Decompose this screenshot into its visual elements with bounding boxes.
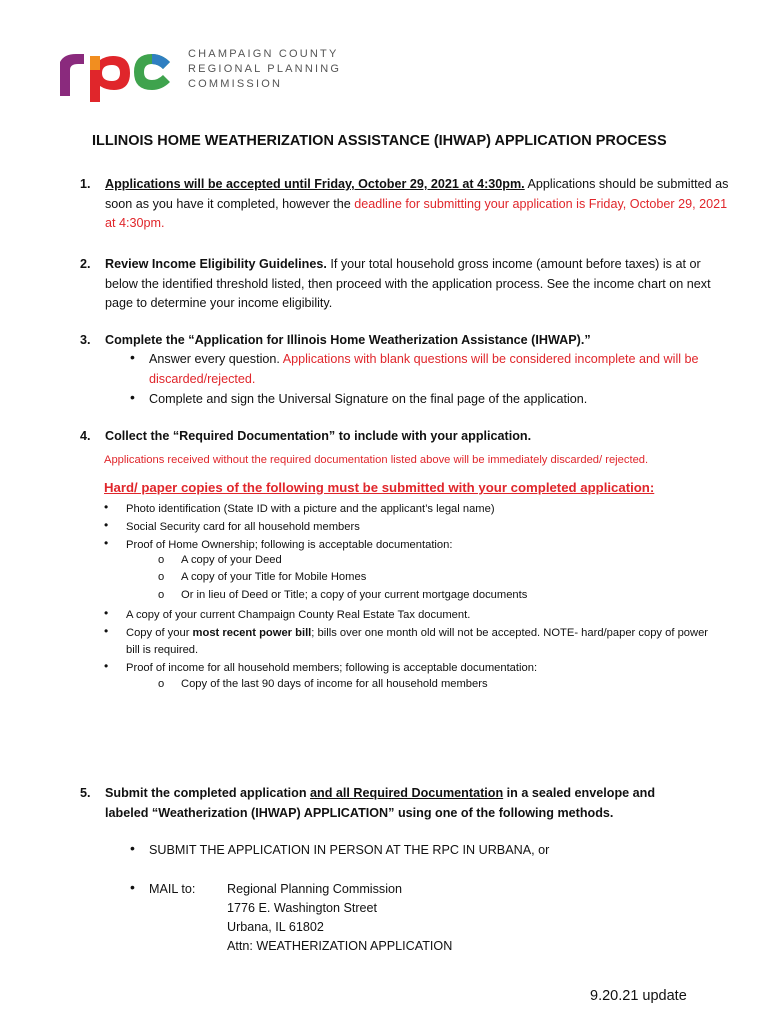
step-number: 4.: [80, 429, 91, 443]
step-4-heading: Collect the “Required Documentation” to include with your application.: [105, 429, 532, 443]
step-3-bullet-2: Complete and sign the Universal Signature on the final page of the application.: [149, 392, 588, 406]
bullet-icon: •: [104, 659, 109, 673]
address-line-3: Urbana, IL 61802: [227, 920, 324, 934]
step-5: [80, 784, 670, 823]
org-line-3: COMMISSION: [188, 78, 283, 90]
address-line-2: 1776 E. Washington Street: [227, 901, 378, 915]
doc-mortgage: Or in lieu of Deed or Title; a copy of your current mortgage documents: [181, 589, 528, 601]
step-1-text: Applications should be submitted as soon as you have it completed, however the: [105, 177, 729, 211]
doc-social-security: Social Security card for all household members: [126, 521, 360, 533]
doc-tax: A copy of your current Champaign County Real Estate Tax document.: [126, 609, 471, 621]
page-title: ILLINOIS HOME WEATHERIZATION ASSISTANCE (IHWAP) APPLICATION PROCESS: [92, 133, 667, 149]
doc-deed: A copy of your Deed: [181, 554, 282, 566]
step-number: 2.: [80, 257, 91, 271]
doc-title: A copy of your Title for Mobile Homes: [181, 571, 367, 583]
sub-bullet-icon: o: [158, 571, 165, 583]
sub-bullet-icon: o: [158, 554, 165, 566]
rpc-logo: [56, 40, 176, 102]
step-1: [80, 175, 730, 234]
step-2: [80, 255, 730, 314]
org-name: [188, 47, 341, 92]
bullet-icon: •: [104, 624, 109, 638]
sub-bullet-icon: o: [158, 589, 165, 601]
step-3-heading: Complete the “Application for Illinois Home Weatherization Assistance (IHWAP).”: [105, 333, 591, 347]
method-in-person: SUBMIT THE APPLICATION IN PERSON AT THE RPC IN URBANA, or: [149, 843, 550, 857]
doc-power-bill-post: ; bills over one month old will not be accepted. NOTE- hard/paper copy of power bill is required.: [126, 627, 709, 656]
doc-power-bill-pre: Copy of your: [126, 627, 193, 639]
bullet-icon: •: [130, 389, 135, 405]
step-5-post: in a sealed envelope and labeled “Weatherization (IHWAP) APPLICATION” using one of the following methods.: [105, 786, 656, 820]
step-number: 1.: [80, 177, 91, 191]
org-line-2: REGIONAL PLANNING: [188, 63, 342, 75]
step-1-deadline: deadline for submitting your application is Friday, October 29, 2021 at 4:30pm.: [105, 196, 728, 230]
doc-photo-id: Photo identification (State ID with a picture and the applicant’s legal name): [126, 503, 495, 515]
step-5-underlined: and all Required Documentation: [310, 786, 504, 800]
address-line-4: Attn: WEATHERIZATION APPLICATION: [227, 939, 453, 953]
step-2-heading: Review Income Eligibility Guidelines.: [105, 257, 327, 271]
revision-date: 9.20.21 update: [590, 988, 687, 1004]
org-line-1: CHAMPAIGN COUNTY: [188, 48, 339, 60]
step-4: [80, 427, 730, 447]
bullet-icon: •: [130, 840, 135, 856]
step-2-text: If your total household gross income (amount before taxes) is at or below the identified threshold listed, then proceed with the application process. See the income chart on next page to determine your income eligibility.: [105, 257, 711, 310]
doc-income-90days: Copy of the last 90 days of income for all household members: [181, 678, 488, 690]
bullet-icon: •: [104, 518, 109, 532]
step-number: 5.: [80, 786, 91, 800]
method-mail-label: MAIL to:: [149, 882, 196, 896]
step-3-bullet-1-warning: Applications with blank questions will be considered incomplete and will be discarded/rejected.: [149, 352, 699, 386]
step-number: 3.: [80, 333, 91, 347]
discard-warning: Applications received without the required documentation listed above will be immediately discarded/ rejected.: [104, 454, 649, 466]
doc-home-ownership: Proof of Home Ownership; following is acceptable documentation:: [126, 539, 453, 551]
doc-power-bill-bold: most recent power bill: [192, 627, 312, 639]
step-5-pre: Submit the completed application: [105, 786, 311, 800]
bullet-icon: •: [130, 349, 135, 365]
bullet-icon: •: [104, 536, 109, 550]
sub-bullet-icon: o: [158, 678, 165, 690]
bullet-icon: •: [104, 500, 109, 514]
doc-power-bill: [126, 625, 716, 659]
step-3-bullet-1: [149, 350, 729, 389]
step-1-heading: Applications will be accepted until Friday, October 29, 2021 at 4:30pm.: [105, 177, 525, 191]
step-3-bullet-1-text: Answer every question.: [149, 352, 283, 366]
step-3: [80, 331, 730, 351]
bullet-icon: •: [130, 879, 135, 895]
doc-proof-income: Proof of income for all household members; following is acceptable documentation:: [126, 662, 538, 674]
address-line-1: Regional Planning Commission: [227, 882, 403, 896]
hard-copies-heading: Hard/ paper copies of the following must be submitted with your completed application:: [104, 480, 655, 495]
bullet-icon: •: [104, 606, 109, 620]
